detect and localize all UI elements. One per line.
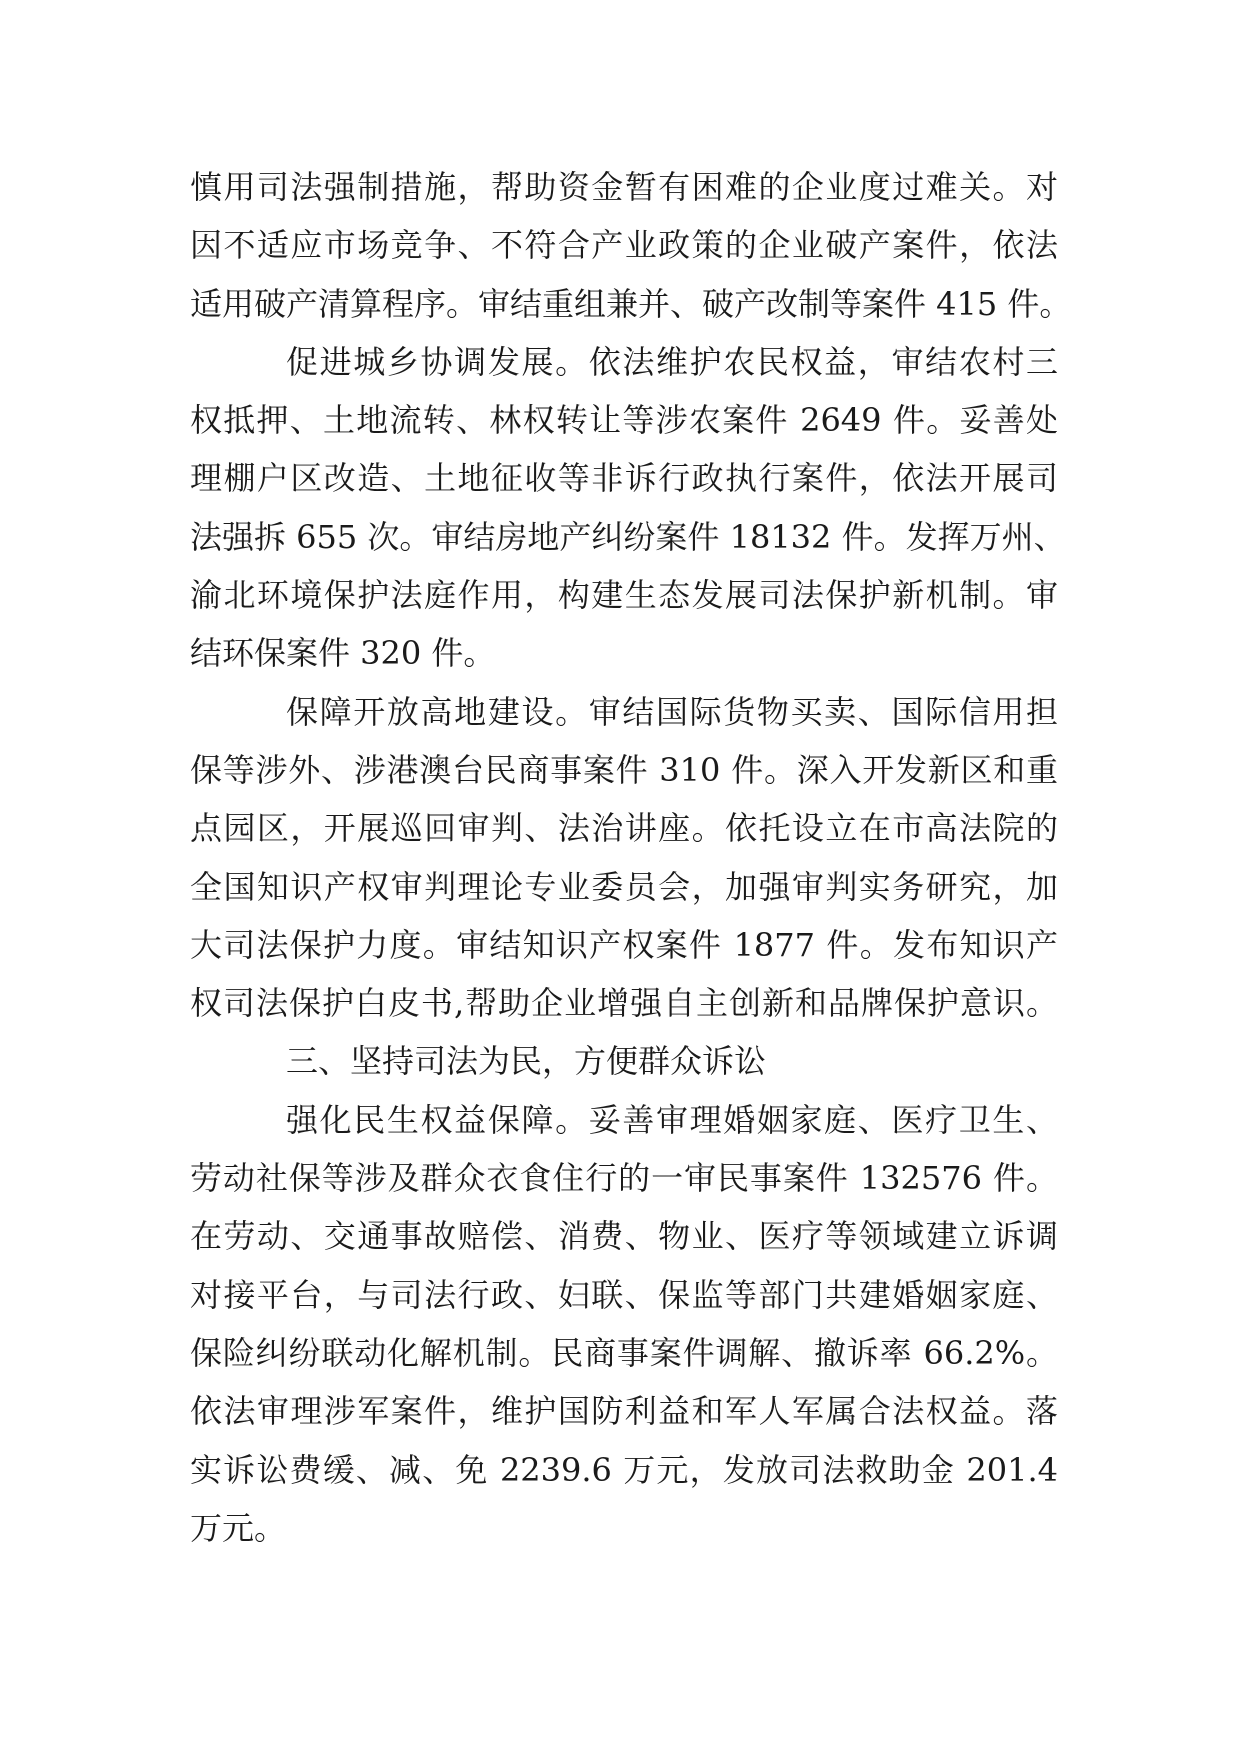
paragraph-line: 劳动社保等涉及群众衣食住行的一审民事案件 132576 件。 <box>190 1159 1058 1198</box>
paragraph-line: 全国知识产权审判理论专业委员会，加强审判实务研究，加 <box>190 867 1058 906</box>
paragraph-line: 权司法保护白皮书,帮助企业增强自主创新和品牌保护意识。 <box>190 984 1058 1023</box>
paragraph-line: 大司法保护力度。审结知识产权案件 1877 件。发布知识产 <box>190 925 1058 964</box>
paragraph-line: 理棚户区改造、土地征收等非诉行政执行案件，依法开展司 <box>190 459 1058 498</box>
paragraph-line: 权抵押、土地流转、林权转让等涉农案件 2649 件。妥善处 <box>190 401 1058 440</box>
paragraph-line: 保障开放高地建设。审结国际货物买卖、国际信用担 <box>286 692 1058 731</box>
paragraph-line: 万元。 <box>190 1508 287 1547</box>
paragraph-line: 结环保案件 320 件。 <box>190 634 496 673</box>
paragraph-line: 在劳动、交通事故赔偿、消费、物业、医疗等领域建立诉调 <box>190 1217 1058 1256</box>
paragraph-line: 慎用司法强制措施，帮助资金暂有困难的企业度过难关。对 <box>190 168 1058 206</box>
paragraph-line: 适用破产清算程序。审结重组兼并、破产改制等案件 415 件。 <box>190 284 1072 323</box>
section-heading: 三、坚持司法为民，方便群众诉讼 <box>286 1042 767 1081</box>
paragraph-line: 渝北环境保护法庭作用，构建生态发展司法保护新机制。审 <box>190 576 1058 615</box>
paragraph-line: 对接平台，与司法行政、妇联、保监等部门共建婚姻家庭、 <box>190 1275 1058 1314</box>
paragraph-line: 实诉讼费缓、减、免 2239.6 万元，发放司法救助金 201.4 <box>190 1450 1058 1489</box>
paragraph-line: 保等涉外、涉港澳台民商事案件 310 件。深入开发新区和重 <box>190 750 1058 789</box>
document-body <box>190 158 1072 1557</box>
paragraph-line: 点园区，开展巡回审判、法治讲座。依托设立在市高法院的 <box>190 809 1058 848</box>
paragraph-line: 保险纠纷联动化解机制。民商事案件调解、撤诉率 66.2%。 <box>190 1333 1058 1372</box>
paragraph-line: 依法审理涉军案件，维护国防利益和军人军属合法权益。落 <box>190 1392 1058 1431</box>
paragraph-line: 促进城乡协调发展。依法维护农民权益，审结农村三 <box>286 342 1058 381</box>
paragraph-line: 因不适应市场竞争、不符合产业政策的企业破产案件，依法 <box>190 226 1058 265</box>
paragraph-line: 法强拆 655 次。审结房地产纠纷案件 18132 件。发挥万州、 <box>190 517 1066 556</box>
paragraph-line: 强化民生权益保障。妥善审理婚姻家庭、医疗卫生、 <box>286 1100 1058 1139</box>
